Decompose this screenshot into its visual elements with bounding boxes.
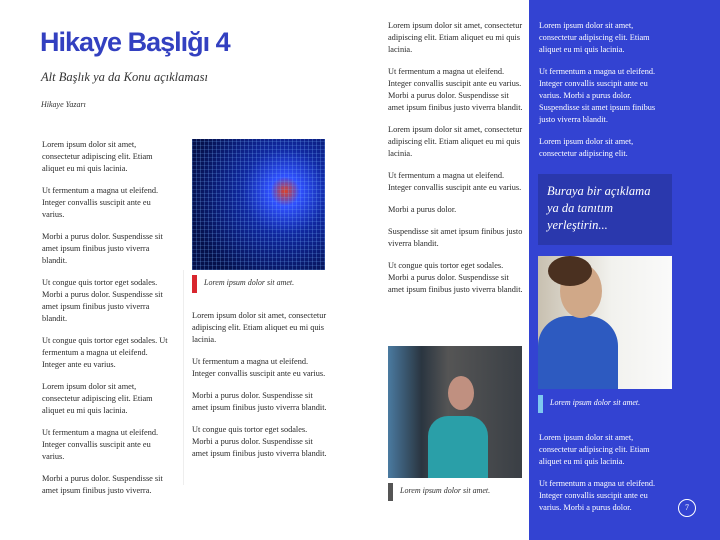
paragraph: Ut fermentum a magna ut eleifend. Integer convallis suscipit ante eu varius. bbox=[192, 357, 326, 378]
paragraph: Morbi a purus dolor. Suspendisse sit amet ipsum finibus justo viverra blandit. bbox=[192, 391, 327, 412]
column-1 bbox=[42, 139, 172, 507]
paragraph: Morbi a purus dolor. Suspendisse sit amet ipsum finibus justo viverra blandit. bbox=[42, 232, 163, 265]
subtitle: Alt Başlık ya da Konu açıklaması bbox=[41, 70, 208, 84]
paragraph: Lorem ipsum dolor sit amet, consectetur adipiscing elit. Etiam aliquet eu mi quis lacinia. bbox=[42, 140, 153, 173]
paragraph: Ut fermentum a magna ut eleifend. Integer convallis suscipit ante eu varius. Morbi a purus dolor. Suspendisse sit amet ipsum finibus justo viverra blandit. bbox=[388, 67, 523, 112]
paragraph: Ut fermentum a magna ut eleifend. Integer convallis suscipit ante eu varius. Morbi a purus dolor. bbox=[539, 479, 656, 512]
author: Hikaye Yazarı bbox=[41, 100, 86, 109]
image-caption: Lorem ipsum dolor sit amet. bbox=[538, 395, 640, 413]
paragraph: Morbi a purus dolor. Suspendisse sit amet ipsum finibus justo viverra. bbox=[42, 474, 163, 495]
paragraph: Lorem ipsum dolor sit amet, consectetur adipiscing elit. Etiam aliquet eu mi quis lacinia. bbox=[388, 125, 523, 158]
paragraph: Lorem ipsum dolor sit amet, consectetur adipiscing elit. Etiam aliquet eu mi quis lacinia. bbox=[42, 382, 153, 415]
paragraph: Lorem ipsum dolor sit amet, consectetur adipiscing elit. Etiam aliquet eu mi quis lacinia. bbox=[192, 311, 327, 344]
sidebar-bottom-text bbox=[539, 432, 669, 524]
paragraph: Lorem ipsum dolor sit amet, consectetur adipiscing elit. Etiam aliquet eu mi quis lacinia. bbox=[388, 21, 523, 54]
paragraph: Ut congue quis tortor eget sodales. Ut fermentum a magna ut eleifend. Integer ante eu varius. bbox=[42, 336, 168, 369]
paragraph: Ut congue quis tortor eget sodales. Morbi a purus dolor. Suspendisse sit amet ipsum finibus justo viverra blandit. bbox=[42, 278, 163, 323]
paragraph: Ut fermentum a magna ut eleifend. Integer convallis suscipit ante eu varius. Morbi a purus dolor. Suspendisse sit amet ipsum finibus justo viverra blandit. bbox=[539, 67, 656, 124]
paragraph: Lorem ipsum dolor sit amet, consectetur adipiscing elit. Etiam aliquet eu mi quis lacinia. bbox=[539, 21, 650, 54]
student-image bbox=[538, 256, 672, 389]
paragraph: Ut congue quis tortor eget sodales. Morbi a purus dolor. Suspendisse sit amet ipsum finibus justo viverra blandit. bbox=[388, 261, 523, 294]
page-number: 7 bbox=[678, 499, 696, 517]
sidebar-top-text bbox=[539, 20, 669, 170]
column-3 bbox=[388, 20, 523, 306]
column-divider bbox=[183, 270, 184, 485]
paragraph: Suspendisse sit amet ipsum finibus justo viverra blandit. bbox=[388, 227, 523, 248]
paragraph: Ut fermentum a magna ut eleifend. Integer convallis suscipit ante eu varius. bbox=[388, 171, 522, 192]
column-2 bbox=[192, 310, 327, 470]
paragraph: Ut fermentum a magna ut eleifend. Integer convallis suscipit ante eu varius. bbox=[42, 428, 159, 461]
story-title: Hikaye Başlığı 4 bbox=[40, 27, 230, 57]
promo-box: Buraya bir açıklama ya da tanıtım yerleştirin... bbox=[538, 174, 672, 245]
image-caption: Lorem ipsum dolor sit amet. bbox=[388, 483, 490, 501]
paragraph: Ut fermentum a magna ut eleifend. Integer convallis suscipit ante eu varius. bbox=[42, 186, 159, 219]
paragraph: Ut congue quis tortor eget sodales. Morbi a purus dolor. Suspendisse sit amet ipsum finibus justo viverra blandit. bbox=[192, 425, 327, 458]
stock-market-image bbox=[192, 139, 325, 270]
paragraph: Morbi a purus dolor. bbox=[388, 205, 457, 214]
paragraph: Lorem ipsum dolor sit amet, consectetur adipiscing elit. Etiam aliquet eu mi quis lacinia. bbox=[539, 433, 650, 466]
doctor-image bbox=[388, 346, 522, 478]
image-caption: Lorem ipsum dolor sit amet. bbox=[192, 275, 294, 293]
paragraph: Lorem ipsum dolor sit amet, consectetur adipiscing elit. bbox=[539, 137, 634, 158]
